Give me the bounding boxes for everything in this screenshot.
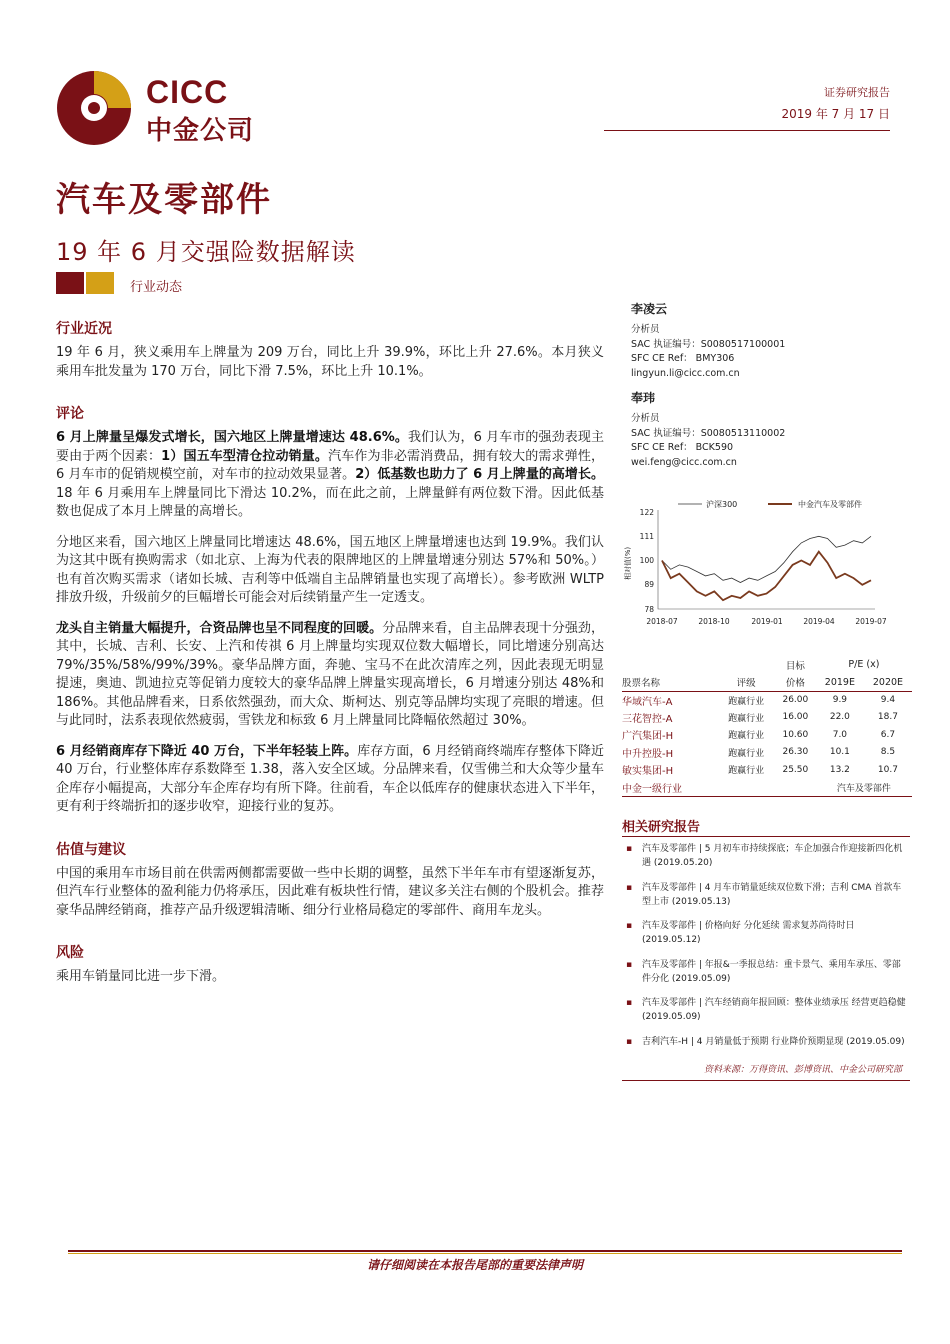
analyst-name: 奉玮 [631,391,656,405]
main-content [56,318,604,987]
stock-name[interactable]: 三花智控-A [622,713,673,725]
related-divider [622,836,910,837]
analyst-email: lingyun.li@cicc.com.cn [631,367,740,379]
y-tick-label: 122 [639,508,654,517]
section-title-valuation: 估值与建议 [56,841,126,858]
stock-pe-2020: 9.4 [880,695,896,705]
col-target-label: 目标 [785,660,805,672]
section-title-comment: 评论 [56,406,84,422]
y-tick-label: 111 [639,532,654,541]
comment-text-4: 库存方面，6 月经销商终端库存整体下降近 40 万台，行业整体库存系数降至 1.38，落入安全区域。分品牌来看，仅雪佛兰和大众等少量车企库存小幅提高，大部分车企库存均有所下降。往前看，车企以低库存的健康状态进入下半年，更有利于终端折扣的逐步收窄，迎接行业的复苏。 [56,743,605,814]
chart-ylabel: 相对值(%) [624,546,632,580]
comment-paragraph-2: 分地区来看，国六地区上牌量同比增速达 48.6%，国五地区上牌量增速也达到 19.9%。我们认为这其中既有换购需求（如北京、上海为代表的限牌地区的上牌量增速分别达 57%和 50%。）也有首次购买需求（诸如长城、吉利等中低端自主品牌销量也实现了高增长）。参考欧洲 WLTP 排放升级，升级前夕的巨幅增长可能会对后续销量产生一定透支。 [56,534,604,605]
header-divider [604,130,890,131]
report-title: 19 年 6 月交强险数据解读 [56,238,356,266]
x-tick-label: 2019-04 [803,617,835,626]
comment-highlight-3: 2）低基数也助力了 6 月上牌量的高增长。 [355,467,604,482]
sector-name: 中金一级行业 [622,779,718,797]
comment-paragraph-3 [56,620,604,731]
cicc-logo-mark-icon [56,70,132,146]
sector-title: 汽车及零部件 [56,180,272,220]
stock-price: 26.00 [782,695,809,705]
footer-divider [68,1250,902,1252]
legend-label-hs300: 沪深300 [706,500,738,509]
related-research-title: 相关研究报告 [622,820,701,835]
source-note: 资料来源：万得资讯、彭博资讯、中金公司研究部 [703,1065,902,1075]
stock-pe-2020: 8.5 [880,747,896,758]
x-tick-label: 2018-10 [698,617,730,626]
related-report-item[interactable]: ▪ 汽车及零部件 | 年报&一季报总结：重卡景气、乘用车承压、零部件分化 (2019.05.09) [622,958,908,986]
col-name-header: 股票名称 [622,674,718,692]
report-tag: 行业动态 [130,280,183,295]
tag-bar-gold [86,272,114,294]
analyst-block [631,300,911,381]
stock-name[interactable]: 广汽集团-H [622,731,674,743]
comment-highlight-5: 6 月经销商库存下降近 40 万台，下半年轻装上阵。 [56,743,358,759]
col-2020e-header: 2020E [864,674,912,692]
stock-pe-2020: 10.7 [877,764,898,775]
stock-pe-2019: 22.0 [829,712,850,723]
related-research-list [622,842,908,1059]
stock-rating: 跑赢行业 [728,766,765,777]
col-price-header: 价格 [775,674,816,692]
stock-rating-table [622,656,912,797]
analyst-sac: SAC 执证编号：S0080513110002 [631,427,786,439]
y-tick-label: 78 [644,605,654,614]
table-row [622,726,912,744]
analyst-sfc: SFC CE Ref： BCK590 [631,442,734,453]
analyst-sfc: SFC CE Ref： BMY306 [631,353,735,364]
logo-text-cn: 中金公司 [146,116,255,146]
stock-pe-2020: 6.7 [880,729,896,740]
x-tick-label: 2018-07 [646,617,678,626]
related-report-item[interactable]: ▪ 汽车及零部件 | 5 月初车市持续探底；车企加强合作迎接新四化机遇 (2019.05.20) [622,842,908,870]
comment-text-1a: 我们认为，6 月车市的强劲表现主要由于两个因素： [56,430,604,464]
cicc-logo [56,70,266,146]
table-row [622,691,912,709]
stock-pe-2019: 10.1 [829,747,850,758]
legend-label-sector: 中金汽车及零部件 [798,500,862,509]
col-2019e-header: 2019E [816,674,864,692]
related-report-item[interactable]: ▪ 汽车及零部件 | 4 月车市销量延续双位数下滑；吉利 CMA 首款车型上市 (2019.05.13) [622,881,908,909]
related-report-item[interactable]: ▪ 吉利汽车-H | 4 月销量低于预期 行业降价预期显现 (2019.05.09) [622,1035,908,1049]
analyst-role: 分析员 [631,324,660,335]
stock-rating: 跑赢行业 [728,731,765,742]
table-row [622,744,912,762]
analyst-block [631,389,911,470]
comment-text-1b: 汽车作为非必需消费品，拥有较大的需求弹性，6 月车市的促销规模空前，对车市的拉动效果显著。 [56,448,604,482]
stock-pe-2019: 7.0 [832,729,848,740]
section-title-overview: 行业近况 [56,321,112,337]
comment-paragraph-4 [56,743,604,817]
stock-name[interactable]: 敏实集团-H [622,766,674,778]
analyst-info [631,300,911,470]
valuation-paragraph: 中国的乘用车市场目前在供需两侧都需要做一些中长期的调整，虽然下半年车市有望逐渐复苏，但汽车行业整体的盈利能力仍将承压，因此难有板块性行情，建议多关注右侧的个股机会。推荐豪华品牌经销商，推荐产品升级逻辑清晰、细分行业格局稳定的零部件、商用车龙头。 [56,865,604,918]
sector-value: 汽车及零部件 [816,779,912,797]
table-row [622,761,912,779]
col-rating-header: 评级 [718,674,775,692]
analyst-role: 分析员 [631,413,660,424]
stock-name[interactable]: 华域汽车-A [622,696,673,708]
y-tick-label: 89 [644,580,654,589]
stock-price: 10.60 [782,729,809,740]
report-date: 2019 年 7 月 17 日 [781,107,890,121]
comment-text-3: 分品牌来看，自主品牌表现十分强劲，其中，长城、吉利、长安、上汽和传祺 6 月上牌量均实现双位数大幅增长，同比增速分别高达 79%/35%/58%/99%/39%。豪华品牌方面，奔驰、宝马不在此次清库之列，因此表现无明显提速，奥迪、凯迪拉克等促销力度较大的豪华品牌上牌量实现高增长，6 月增速分别达 48%和 186%。其他品牌看来，日系依然强劲，而大众、斯柯达、别克等品牌均实现了亮眼的增速。但与此同时，法系表现依然疲弱，雪铁龙和标致 6 月上牌量同比降幅依然超过 30%。 [56,620,604,728]
relative-performance-chart [624,496,903,632]
stock-rating: 跑赢行业 [728,713,765,724]
stock-price: 25.50 [782,764,809,775]
comment-text-1c: 18 年 6 月乘用车上牌量同比下滑达 10.2%，而在此之前，上牌量鲜有两位数下滑。因此低基数也促成了本月上牌量的高增长。 [56,485,604,519]
related-report-item[interactable]: ▪ 汽车及零部件 | 价格向好 分化延续 需求复苏尚待时日 (2019.05.12) [622,919,908,947]
stock-rating: 跑赢行业 [728,696,765,707]
overview-paragraph: 19 年 6 月，狭义乘用车上牌量为 209 万台，同比上升 39.9%，环比上升 27.6%。本月狭义乘用车批发量为 170 万台，同比下滑 7.5%，环比上升 10.1%。 [56,345,604,379]
analyst-email: wei.feng@cicc.com.cn [631,456,737,468]
stock-pe-2020: 18.7 [877,712,898,723]
risk-paragraph: 乘用车销量同比进一步下滑。 [56,969,226,984]
stock-price: 16.00 [782,712,809,723]
related-report-item[interactable]: ▪ 汽车及零部件 | 汽车经销商年报回顾：整体业绩承压 经营更趋稳健 (2019.05.09) [622,996,908,1024]
stock-pe-2019: 9.9 [832,695,848,705]
stock-rating: 跑赢行业 [728,748,765,759]
comment-highlight-4: 龙头自主销量大幅提升，合资品牌也呈不同程度的回暖。 [56,620,383,636]
y-tick-label: 100 [639,556,654,565]
table-row [622,709,912,727]
comment-highlight-1: 6 月上牌量呈爆发式增长，国六地区上牌量增速达 48.6%。 [56,430,409,445]
analyst-sac: SAC 执证编号：S0080517100001 [631,338,786,350]
tag-bar-red [56,272,84,294]
x-tick-label: 2019-01 [751,617,783,626]
comment-paragraph-1 [56,429,604,522]
col-pe-label: P/E (x) [848,659,880,671]
footer-divider-accent [68,1253,902,1254]
source-divider [622,1080,910,1081]
section-title-risk: 风险 [56,945,84,961]
stock-pe-2019: 13.2 [829,764,850,775]
analyst-name: 李凌云 [631,302,668,316]
legal-disclaimer-notice: 请仔细阅读在本报告尾部的重要法律声明 [366,1258,583,1272]
report-type: 证券研究报告 [824,86,890,99]
stock-price: 26.30 [782,747,809,758]
stock-name[interactable]: 中升控股-H [622,748,674,760]
comment-highlight-2: 1）国五车型清仓拉动销量。 [161,448,329,464]
logo-text-en: CICC [146,74,229,110]
x-tick-label: 2019-07 [855,617,887,626]
table-row [622,779,912,797]
